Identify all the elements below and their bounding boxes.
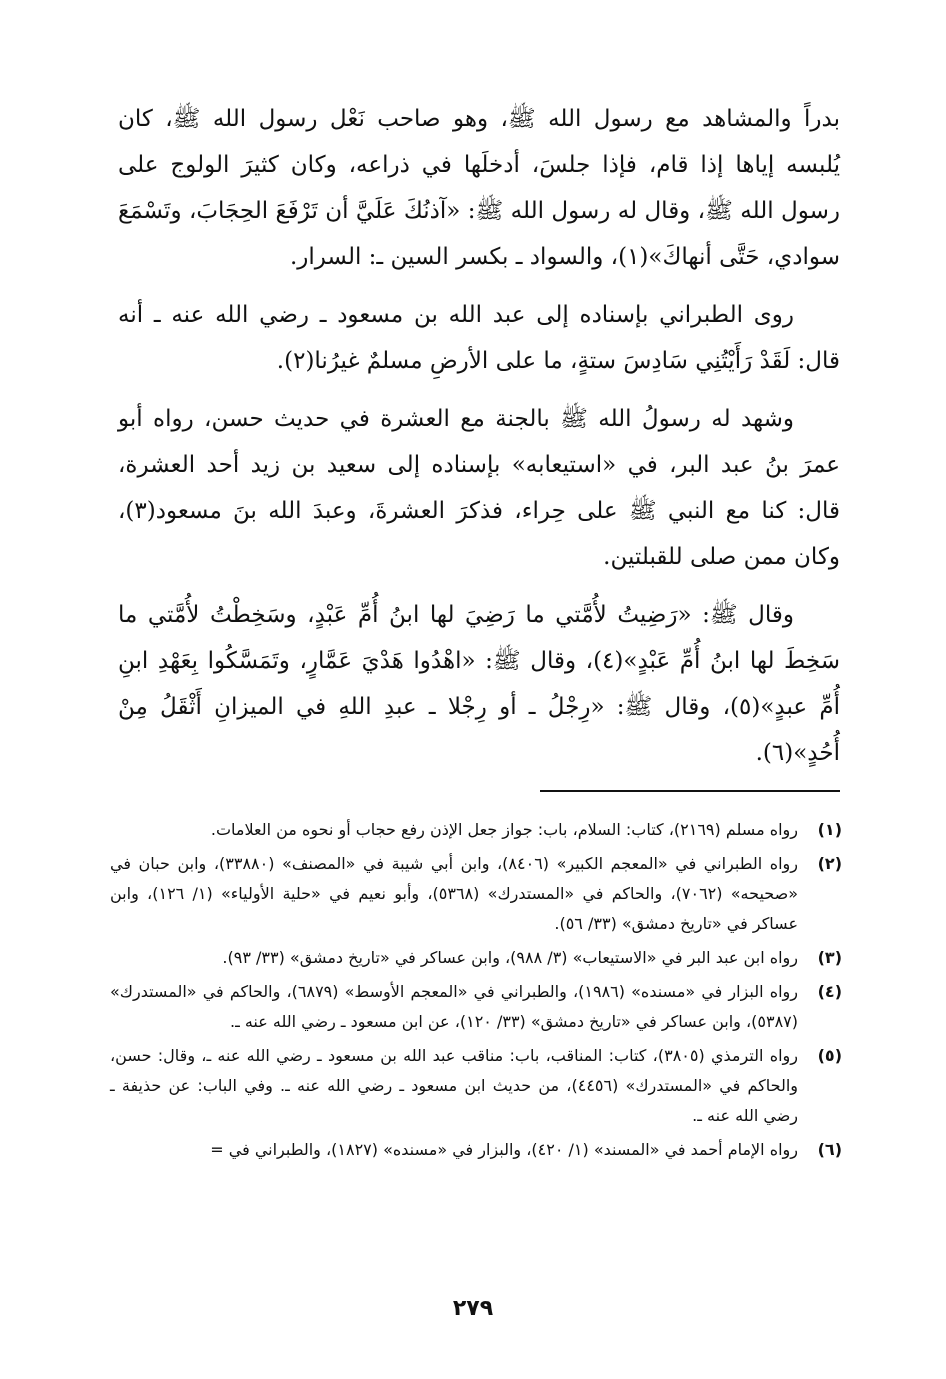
footnote-text: رواه الترمذي (٣٨٠٥)، كتاب: المناقب، باب: مناقب عبد الله بن مسعود ـ رضي الله عنه ـ، وقال: حسن، والحاكم في «المستدرك» (٤٤٥٦)، من حديث ابن مسعود ـ رضي الله عنه ـ. وفي الباب: عن حذيفة ـ رضي الله عنه ـ. [110, 1046, 798, 1125]
footnote-item [110, 849, 842, 939]
main-text [118, 96, 840, 776]
body-paragraph: وشهد له رسولُ الله ﷺ بالجنة مع العشرة في حديث حسن، رواه أبو عمرَ بنُ عبد البر، في «استيعابه» بإسناده إلى سعيد بن زيد أحد العشرة، قال: كنا مع النبي ﷺ على حِراء، فذكرَ العشرةَ، وعبدَ الله بنَ مسعود(٣)، وكان ممن صلى للقبلتين. [118, 406, 840, 570]
footnote-number: (٥) [817, 1046, 842, 1065]
page-number: ٢٧٩ [452, 1296, 494, 1321]
body-paragraph: وقال ﷺ: «رَضِيتُ لأُمَّتي ما رَضِيَ لها ابنُ أُمِّ عَبْدٍ، وسَخِطْتُ لأُمَّتي ما سَخِطَ لها ابنُ أُمِّ عَبْدٍ»(٤)، وقال ﷺ: «اهْدُوا هَدْيَ عَمَّارٍ، وتَمَسَّكُوا بِعَهْدِ ابنِ أُمِّ عبدٍ»(٥)، وقال ﷺ: «رِجْلُ ـ أو رِجْلا ـ عبدِ اللهِ في الميزانِ أَثْقَلُ مِنْ أُحُدٍ»(٦). [118, 602, 840, 766]
footnote-text: رواه الطبراني في «المعجم الكبير» (٨٤٠٦)، وابن أبي شيبة في «المصنف» (٣٣٨٨٠)، وابن حبان في «صحيحه» (٧٠٦٢)، والحاكم في «المستدرك» (٥٣٦٨)، وأبو نعيم في «حلية الأولياء» (١/ ١٢٦)، وابن عساكر في «تاريخ دمشق» (٣٣/ ٥٦). [110, 854, 798, 933]
footnotes [110, 815, 842, 1169]
footnote-text: رواه ابن عبد البر في «الاستيعاب» (٣/ ٩٨٨)، وابن عساكر في «تاريخ دمشق» (٣٣/ ٩٣). [222, 948, 798, 967]
footnote-item [110, 1135, 842, 1165]
body-paragraph: بدراً والمشاهد مع رسول الله ﷺ، وهو صاحب نَعْل رسول الله ﷺ، كان يُلبسه إياها إذا قام، فإذا جلسَ، أدخلَها في ذراعه، وكان كثيرَ الولوج على رسول الله ﷺ، وقال له رسول الله ﷺ: «آذنُكَ عَلَيَّ أن تَرْفَعَ الحِجَابَ، وتَسْمَعَ سوادي، حَتَّى أنهاكَ»(١)، والسواد ـ بكسر السين ـ: السرار. [118, 106, 840, 270]
footnote-text: رواه الإمام أحمد في «المسند» (١/ ٤٢٠)، والبزار في «مسنده» (١٨٢٧)، والطبراني في = [210, 1140, 798, 1159]
footnote-item [110, 815, 842, 845]
footnote-number: (١) [817, 820, 842, 839]
footnote-item [110, 943, 842, 973]
footnote-number: (٤) [817, 982, 842, 1001]
body-paragraph: روى الطبراني بإسناده إلى عبد الله بن مسعود ـ رضي الله عنه ـ أنه قال: لَقَدْ رَأَيْتُنِي سَادِسَ ستةٍ، ما على الأرضِ مسلمٌ غيرُنا(٢). [118, 302, 840, 374]
footnote-text: رواه البزار في «مسنده» (١٩٨٦)، والطبراني في «المعجم الأوسط» (٦٨٧٩)، والحاكم في «المستدرك» (٥٣٨٧)، وابن عساكر في «تاريخ دمشق» (٣٣/ ١٢٠)، عن ابن مسعود ـ رضي الله عنه ـ. [110, 982, 799, 1031]
footnote-number: (٣) [817, 948, 842, 967]
footnote-separator [540, 790, 840, 792]
footnote-item [110, 977, 842, 1037]
footnote-text: رواه مسلم (٢١٦٩)، كتاب: السلام، باب: جواز جعل الإذن رفع حجاب أو نحوه من العلامات. [210, 820, 798, 839]
footnote-number: (٦) [817, 1140, 842, 1159]
footnote-item [110, 1041, 842, 1131]
footnote-number: (٢) [817, 854, 842, 873]
